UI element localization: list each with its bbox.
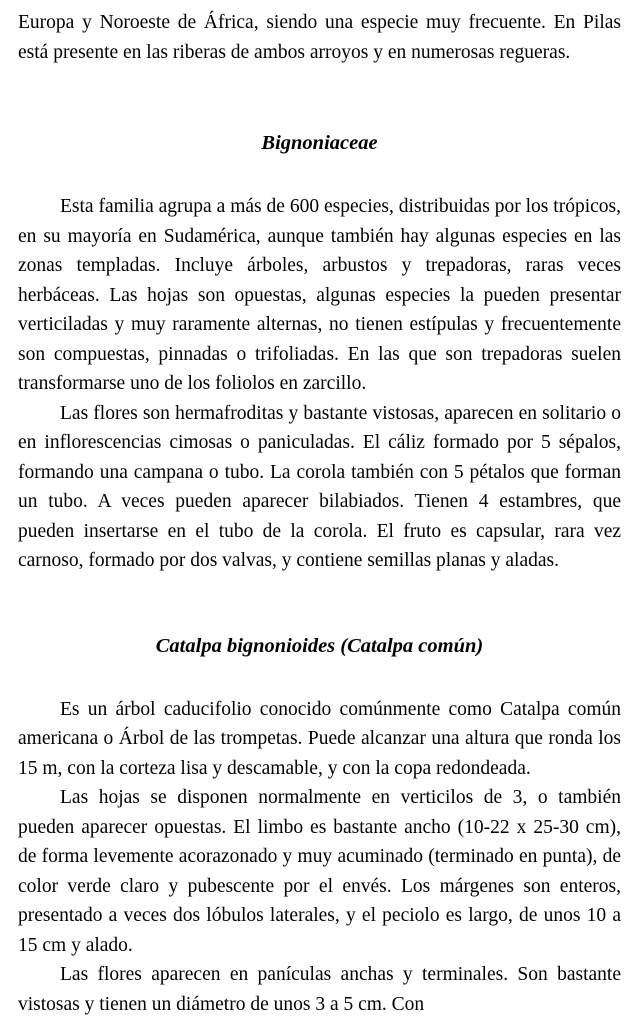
intro-paragraph: Europa y Noroeste de África, siendo una especie muy frecuente. En Pilas está presente en las riberas de ambos arroyos y en numerosas regueras. [18,12,621,63]
spacer [18,158,621,192]
species-heading: Catalpa bignonioides (Catalpa común) [155,634,484,657]
spacer [18,661,621,695]
species-paragraph-2: Las hojas se disponen normalmente en verticilos de 3, o también pueden aparecer opuestas. El limbo es bastante ancho (10-22 x 25-30 cm), de forma levemente acorazonado y muy acuminado (terminado en punta), de color verde claro y pubescente por el envés. Los márgenes son enteros, presentado a veces dos lóbulos laterales, y el peciolo es largo, de unos 10 a 15 cm y alado. [18,787,621,956]
spacer [18,576,621,632]
family-heading: Bignoniaceae [261,132,378,154]
family-paragraph-1: Esta familia agrupa a más de 600 especies, distribuidas por los trópicos, en su mayoría en Sudamérica, aunque también hay algunas especies en las zonas templadas. Incluye árboles, arbustos y trepadoras, raras veces herbáceas. Las hojas son opuestas, algunas especies la pueden presentar verticiladas y muy raramente alternas, no tienen estípulas y frecuentemente son compuestas, pinnadas o trifoliadas. En las que son trepadoras suelen transformarse uno de los foliolos en zarcillo. [18,196,621,394]
species-paragraph-1: Es un árbol caducifolio conocido comúnmente como Catalpa común americana o Árbol de las trompetas. Puede alcanzar una altura que ronda los 15 m, con la corteza lisa y descamable, y con la copa redondeada. [18,698,621,779]
species-paragraph-3: Las flores aparecen en panículas anchas y terminales. Son bastante vistosas y tienen un diámetro de unos 3 a 5 cm. Con [18,964,621,1015]
family-paragraph-2: Las flores son hermafroditas y bastante vistosas, aparecen en solitario o en inflorescencias cimosas o paniculadas. El cáliz formado por 5 sépalos, formando una campana o tubo. La corola también con 5 pétalos que forman un tubo. A veces pueden aparecer bilabiados. Tienen 4 estambres, que pueden insertarse en el tubo de la corola. El fruto es capsular, rara vez carnoso, formado por dos valvas, y contiene semillas planas y aladas. [18,402,621,571]
spacer [18,67,621,129]
